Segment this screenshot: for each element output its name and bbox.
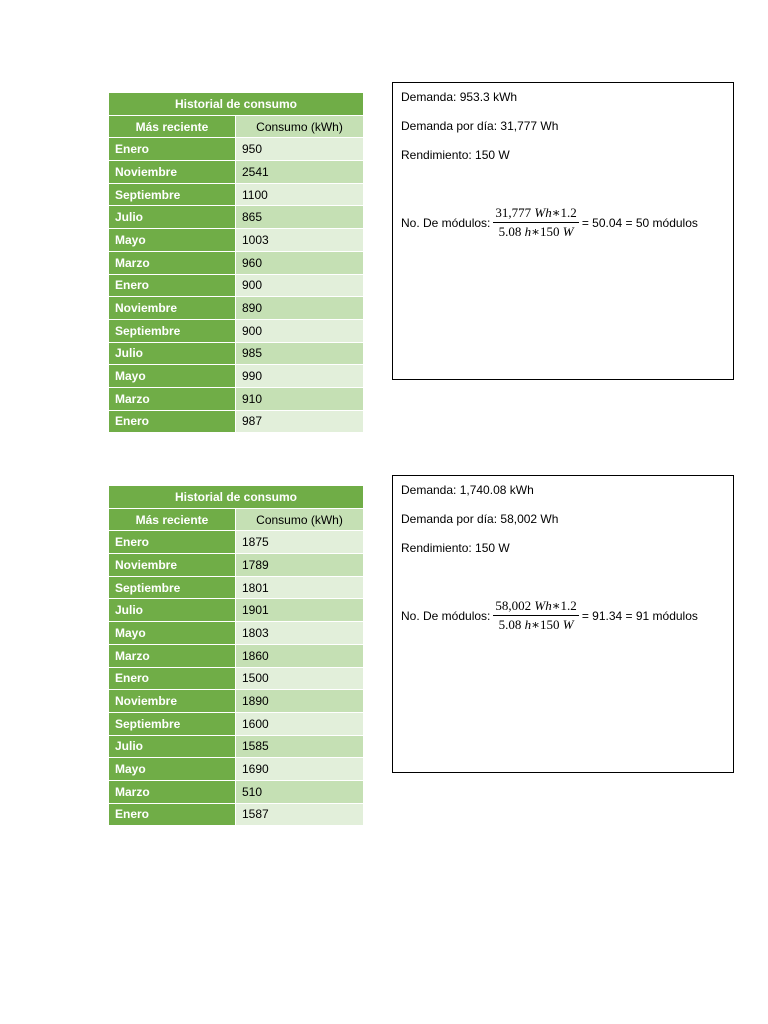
table-row	[109, 735, 364, 758]
value-cell: 960	[236, 251, 364, 274]
fraction-numerator: 58,002 Wh∗1.2	[493, 598, 578, 616]
table-row	[109, 644, 364, 667]
value-cell: 985	[236, 342, 364, 365]
value-cell: 1500	[236, 667, 364, 690]
calculation-box	[392, 475, 734, 773]
month-cell: Septiembre	[109, 319, 236, 342]
table-row	[109, 138, 364, 161]
table-row	[109, 274, 364, 297]
month-cell: Noviembre	[109, 297, 236, 320]
modules-formula	[401, 205, 698, 240]
consumption-history-table	[108, 92, 364, 433]
performance-text: Rendimiento: 150 W	[401, 541, 510, 555]
table-title: Historial de consumo	[109, 93, 364, 116]
modules-formula	[401, 598, 698, 633]
modules-result: = 91.34 = 91 módulos	[581, 608, 698, 623]
demand-text: Demanda: 953.3 kWh	[401, 90, 518, 104]
month-cell: Noviembre	[109, 161, 236, 184]
month-cell: Marzo	[109, 780, 236, 803]
month-cell: Enero	[109, 410, 236, 433]
month-cell: Marzo	[109, 387, 236, 410]
fraction-numerator: 31,777 Wh∗1.2	[493, 205, 578, 223]
month-cell: Julio	[109, 735, 236, 758]
value-cell: 1803	[236, 622, 364, 645]
month-cell: Enero	[109, 803, 236, 826]
column-header-most-recent: Más reciente	[109, 508, 236, 531]
value-cell: 990	[236, 365, 364, 388]
value-cell: 865	[236, 206, 364, 229]
table-row	[109, 622, 364, 645]
value-cell: 1901	[236, 599, 364, 622]
month-cell: Julio	[109, 206, 236, 229]
value-cell: 2541	[236, 161, 364, 184]
value-cell: 890	[236, 297, 364, 320]
demand-text: Demanda: 1,740.08 kWh	[401, 483, 534, 497]
month-cell: Septiembre	[109, 712, 236, 735]
month-cell: Enero	[109, 274, 236, 297]
value-cell: 1860	[236, 644, 364, 667]
value-cell: 1875	[236, 531, 364, 554]
value-cell: 1801	[236, 576, 364, 599]
value-cell: 950	[236, 138, 364, 161]
table-row	[109, 365, 364, 388]
table-row	[109, 758, 364, 781]
daily-demand-text: Demanda por día: 58,002 Wh	[401, 512, 559, 526]
value-cell: 1587	[236, 803, 364, 826]
fraction-denominator: 5.08 h∗150 W	[498, 224, 574, 239]
table-row	[109, 387, 364, 410]
month-cell: Enero	[109, 138, 236, 161]
table-row	[109, 599, 364, 622]
month-cell: Mayo	[109, 365, 236, 388]
table-row	[109, 712, 364, 735]
consumption-history-table	[108, 485, 364, 826]
table-row	[109, 319, 364, 342]
value-cell: 1100	[236, 183, 364, 206]
month-cell: Septiembre	[109, 576, 236, 599]
value-cell: 510	[236, 780, 364, 803]
month-cell: Marzo	[109, 251, 236, 274]
value-cell: 910	[236, 387, 364, 410]
table-row	[109, 297, 364, 320]
month-cell: Enero	[109, 667, 236, 690]
table-row	[109, 229, 364, 252]
month-cell: Julio	[109, 599, 236, 622]
value-cell: 1003	[236, 229, 364, 252]
month-cell: Noviembre	[109, 690, 236, 713]
table-title: Historial de consumo	[109, 486, 364, 509]
table-row	[109, 251, 364, 274]
table-row	[109, 803, 364, 826]
month-cell: Septiembre	[109, 183, 236, 206]
formula-fraction	[493, 205, 578, 240]
table-row	[109, 410, 364, 433]
table-row	[109, 667, 364, 690]
table-row	[109, 576, 364, 599]
table-row	[109, 183, 364, 206]
month-cell: Marzo	[109, 644, 236, 667]
value-cell: 1585	[236, 735, 364, 758]
value-cell: 900	[236, 319, 364, 342]
value-cell: 900	[236, 274, 364, 297]
month-cell: Mayo	[109, 758, 236, 781]
value-cell: 1600	[236, 712, 364, 735]
table-row	[109, 690, 364, 713]
fraction-denominator: 5.08 h∗150 W	[498, 617, 574, 632]
month-cell: Noviembre	[109, 554, 236, 577]
table-row	[109, 161, 364, 184]
modules-label: No. De módulos:	[401, 215, 491, 230]
table-row	[109, 780, 364, 803]
month-cell: Mayo	[109, 229, 236, 252]
column-header-consumption: Consumo (kWh)	[236, 115, 364, 138]
formula-fraction	[493, 598, 578, 633]
table-row	[109, 554, 364, 577]
month-cell: Julio	[109, 342, 236, 365]
value-cell: 1789	[236, 554, 364, 577]
month-cell: Enero	[109, 531, 236, 554]
daily-demand-text: Demanda por día: 31,777 Wh	[401, 119, 559, 133]
table-row	[109, 342, 364, 365]
table-row	[109, 206, 364, 229]
month-cell: Mayo	[109, 622, 236, 645]
value-cell: 1690	[236, 758, 364, 781]
column-header-consumption: Consumo (kWh)	[236, 508, 364, 531]
value-cell: 1890	[236, 690, 364, 713]
value-cell: 987	[236, 410, 364, 433]
table-row	[109, 531, 364, 554]
column-header-most-recent: Más reciente	[109, 115, 236, 138]
calculation-box	[392, 82, 734, 380]
modules-result: = 50.04 = 50 módulos	[581, 215, 698, 230]
performance-text: Rendimiento: 150 W	[401, 148, 510, 162]
modules-label: No. De módulos:	[401, 608, 491, 623]
